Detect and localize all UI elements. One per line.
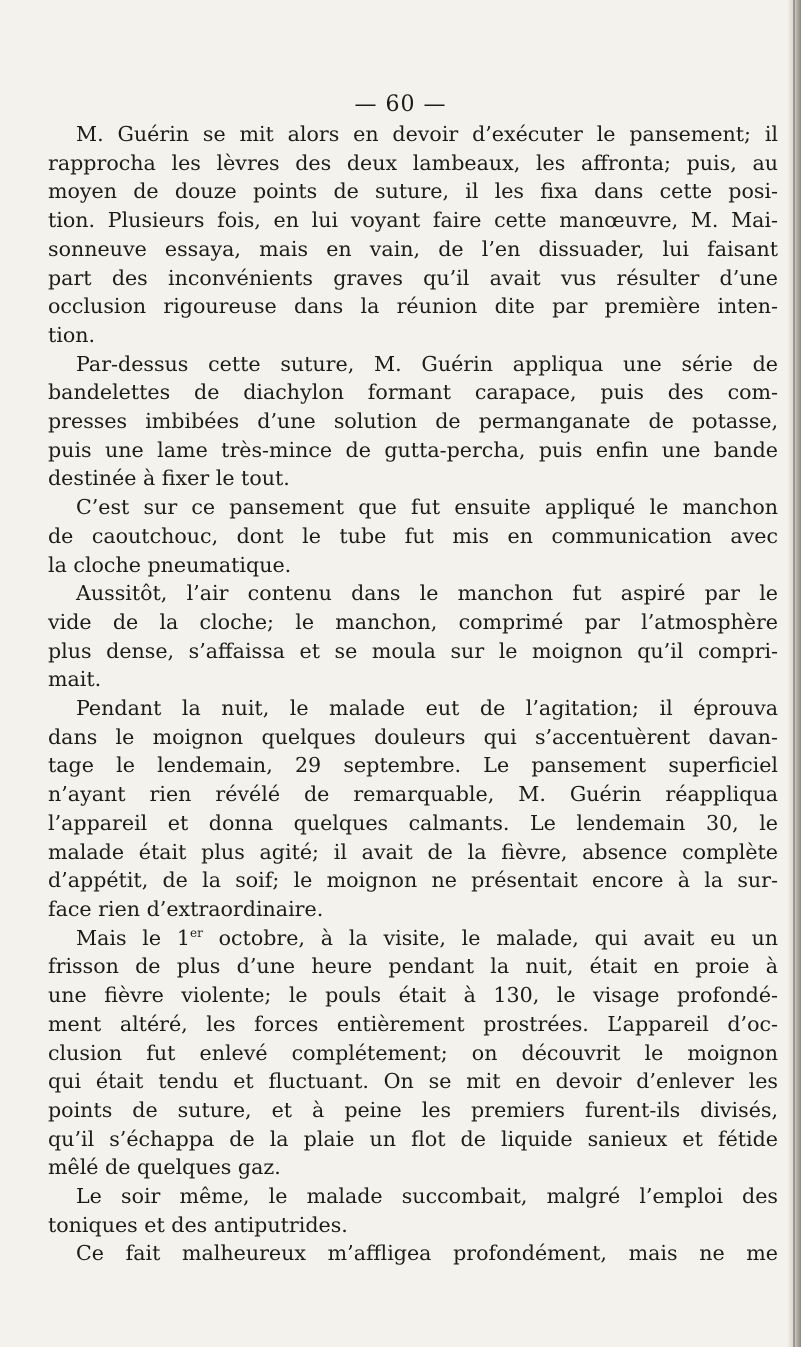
text-line: M. Guérin se mit alors en devoir d’exécuter le pansement; il: [76, 122, 778, 146]
text-line: part des inconvénients graves qu’il avait vus résulter d’une: [48, 265, 778, 290]
text-line: toniques et des antiputrides.: [48, 1212, 348, 1237]
text-line: une fièvre violente; le pouls était à 130, le visage profondé-: [48, 983, 778, 1008]
text-line: mêlé de quelques gaz.: [48, 1155, 281, 1180]
text-line: tion. Plusieurs fois, en lui voyant faire cette manœuvre, M. Mai-: [48, 208, 778, 233]
text-line: C’est sur ce pansement que fut ensuite appliqué le manchon: [76, 495, 778, 520]
text-line: la cloche pneumatique.: [48, 552, 292, 577]
text-line: plus dense, s’affaissa et se moula sur le moignon qu’il compri-: [48, 638, 778, 663]
text-line: qu’il s’échappa de la plaie un flot de liquide sanieux et fétide: [48, 1126, 778, 1151]
text-line: vide de la cloche; le manchon, comprimé par l’atmosphère: [48, 609, 778, 634]
ordinal-superscript: er: [189, 925, 203, 940]
page-number: — 60 —: [354, 92, 447, 117]
text-line: bandelettes de diachylon formant carapace, puis des com-: [48, 380, 778, 405]
text-line: tion.: [48, 322, 96, 347]
text-line-prefix: Mais le 1: [76, 925, 190, 950]
body-text: [48, 120, 778, 1268]
text-line: malade était plus agité; il avait de la fièvre, absence complète: [48, 839, 778, 864]
text-line: Par-dessus cette suture, M. Guérin appliqua une série de: [76, 351, 778, 376]
text-line: moyen de douze points de suture, il les fixa dans cette posi-: [48, 179, 778, 204]
text-line: Pendant la nuit, le malade eut de l’agitation; il éprouva: [76, 696, 778, 721]
text-line: ment altéré, les forces entièrement prostrées. L’appareil d’oc-: [48, 1011, 778, 1036]
text-line: occlusion rigoureuse dans la réunion dite par première inten-: [48, 294, 778, 319]
text-line: Aussitôt, l’air contenu dans le manchon fut aspiré par le: [76, 581, 778, 606]
text-line: Le soir même, le malade succombait, malgré l’emploi des: [76, 1184, 778, 1209]
text-line: dans le moignon quelques douleurs qui s’accentuèrent davan-: [48, 724, 778, 749]
text-line: clusion fut enlevé complétement; on découvrit le moignon: [48, 1040, 778, 1065]
text-line: rapprocha les lèvres des deux lambeaux, les affronta; puis, au: [48, 150, 778, 175]
page-edge-line: [793, 0, 795, 1347]
text-line: n’ayant rien révélé de remarquable, M. Guérin réappliqua: [48, 782, 778, 807]
text-line: face rien d’extraordinaire.: [48, 896, 324, 921]
text-line: Ce fait malheureux m’affligea profondément, mais ne me: [76, 1241, 778, 1266]
text-line: tage le lendemain, 29 septembre. Le pansement superficiel: [48, 753, 778, 778]
text-line: frisson de plus d’une heure pendant la nuit, était en proie à: [48, 954, 778, 979]
text-line: sonneuve essaya, mais en vain, de l’en dissuader, lui faisant: [48, 236, 778, 261]
text-line: l’appareil et donna quelques calmants. Le lendemain 30, le: [48, 810, 778, 835]
text-line: puis une lame très-mince de gutta-percha, puis enfin une bande: [48, 437, 778, 462]
text-line: destinée à fixer le tout.: [48, 466, 290, 491]
text-line: presses imbibées d’une solution de permanganate de potasse,: [48, 409, 778, 434]
text-line: mait.: [48, 667, 102, 692]
text-line: de caoutchouc, dont le tube fut mis en communication avec: [48, 523, 778, 548]
text-line-rest: octobre, à la visite, le malade, qui avait eu un: [218, 925, 778, 950]
text-line: [48, 924, 778, 953]
text-line: qui était tendu et fluctuant. On se mit en devoir d’enlever les: [48, 1069, 778, 1094]
text-line: d’appétit, de la soif; le moignon ne présentait encore à la sur-: [48, 868, 778, 893]
text-line: points de suture, et à peine les premiers furent-ils divisés,: [48, 1097, 778, 1122]
